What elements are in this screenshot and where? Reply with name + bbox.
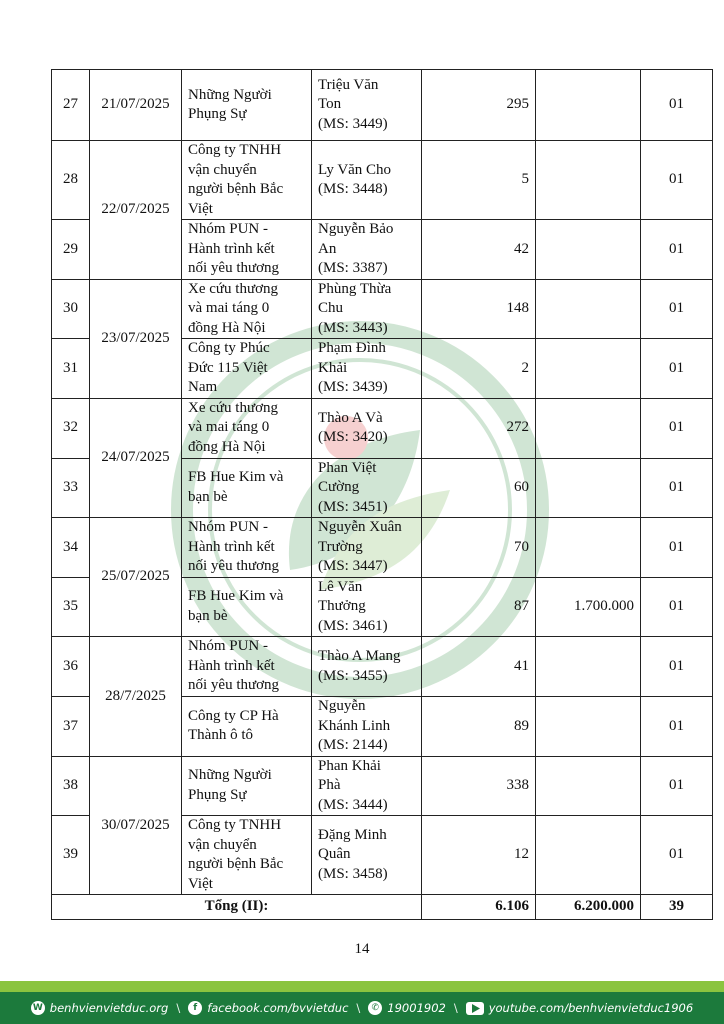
- row-patient: Đặng Minh Quân (MS: 3458): [312, 816, 422, 895]
- table-row: [52, 70, 713, 141]
- row-amount: [536, 70, 641, 141]
- row-group: FB Hue Kim và bạn bè: [182, 577, 312, 637]
- row-patient: Nguyễn Xuân Trường (MS: 3447): [312, 518, 422, 578]
- footer-separator: \: [356, 1001, 361, 1015]
- footer-stripe: [0, 981, 724, 992]
- row-patient: Phạm Đình Khải (MS: 3439): [312, 339, 422, 399]
- row-qty: 01: [641, 279, 713, 339]
- row-amount: [536, 141, 641, 220]
- footer-youtube-text: youtube.com/benhvienvietduc1906: [488, 1001, 694, 1015]
- row-group: Công ty TNHH vận chuyển người bệnh Bắc Việt: [182, 141, 312, 220]
- row-amount: [536, 816, 641, 895]
- total-row: [52, 895, 713, 920]
- row-count: 12: [422, 816, 536, 895]
- youtube-icon: [466, 1002, 484, 1015]
- row-qty: 01: [641, 756, 713, 816]
- total-label: Tổng (II):: [52, 895, 422, 920]
- row-group: Công ty CP Hà Thành ô tô: [182, 697, 312, 757]
- table-row: [52, 279, 713, 339]
- row-patient: Phùng Thừa Chu (MS: 3443): [312, 279, 422, 339]
- row-count: 5: [422, 141, 536, 220]
- row-date: 24/07/2025: [90, 398, 182, 518]
- table-body: [52, 70, 713, 895]
- row-amount: [536, 398, 641, 458]
- row-group: Nhóm PUN - Hành trình kết nối yêu thương: [182, 518, 312, 578]
- table-row: [52, 637, 713, 697]
- row-qty: 01: [641, 637, 713, 697]
- row-number: 31: [52, 339, 90, 399]
- total-count: 6.106: [422, 895, 536, 920]
- row-count: 60: [422, 458, 536, 518]
- row-number: 30: [52, 279, 90, 339]
- row-amount: [536, 458, 641, 518]
- row-qty: 01: [641, 141, 713, 220]
- donation-table: [51, 69, 713, 920]
- footer-hotline[interactable]: [368, 1001, 446, 1015]
- table-row: [52, 756, 713, 816]
- footer-bar: [0, 992, 724, 1024]
- row-count: 70: [422, 518, 536, 578]
- row-count: 41: [422, 637, 536, 697]
- footer-separator: \: [176, 1001, 181, 1015]
- row-group: Xe cứu thương và mai táng 0 đồng Hà Nội: [182, 398, 312, 458]
- footer-separator: \: [453, 1001, 458, 1015]
- row-number: 38: [52, 756, 90, 816]
- web-icon: W: [31, 1001, 45, 1015]
- row-number: 32: [52, 398, 90, 458]
- footer-youtube[interactable]: [466, 1001, 693, 1015]
- row-amount: [536, 637, 641, 697]
- row-qty: 01: [641, 398, 713, 458]
- row-group: Nhóm PUN - Hành trình kết nối yêu thương: [182, 220, 312, 280]
- row-date: 25/07/2025: [90, 518, 182, 637]
- row-count: 87: [422, 577, 536, 637]
- page-number: 14: [354, 941, 370, 957]
- total-qty: 39: [641, 895, 713, 920]
- row-qty: 01: [641, 70, 713, 141]
- row-patient: Thào A Và (MS: 3420): [312, 398, 422, 458]
- row-qty: 01: [641, 518, 713, 578]
- row-count: 89: [422, 697, 536, 757]
- row-amount: 1.700.000: [536, 577, 641, 637]
- row-number: 36: [52, 637, 90, 697]
- row-qty: 01: [641, 577, 713, 637]
- row-count: 42: [422, 220, 536, 280]
- row-number: 27: [52, 70, 90, 141]
- row-number: 37: [52, 697, 90, 757]
- row-qty: 01: [641, 339, 713, 399]
- row-amount: [536, 518, 641, 578]
- footer-hotline-text: 19001902: [387, 1001, 446, 1015]
- row-date: 28/7/2025: [90, 637, 182, 757]
- row-qty: 01: [641, 697, 713, 757]
- row-group: Công ty Phúc Đức 115 Việt Nam: [182, 339, 312, 399]
- row-group: Những Người Phụng Sự: [182, 756, 312, 816]
- row-count: 2: [422, 339, 536, 399]
- row-qty: 01: [641, 458, 713, 518]
- row-qty: 01: [641, 816, 713, 895]
- row-number: 34: [52, 518, 90, 578]
- row-amount: [536, 697, 641, 757]
- footer-facebook-text: facebook.com/bvvietduc: [207, 1001, 349, 1015]
- row-patient: Phan Khải Phà (MS: 3444): [312, 756, 422, 816]
- row-amount: [536, 339, 641, 399]
- row-count: 272: [422, 398, 536, 458]
- row-count: 338: [422, 756, 536, 816]
- table-row: [52, 141, 713, 220]
- row-count: 295: [422, 70, 536, 141]
- row-patient: Phan Việt Cường (MS: 3451): [312, 458, 422, 518]
- row-number: 29: [52, 220, 90, 280]
- total-amount: 6.200.000: [536, 895, 641, 920]
- row-patient: Ly Văn Cho (MS: 3448): [312, 141, 422, 220]
- facebook-icon: f: [188, 1001, 202, 1015]
- footer-website[interactable]: [31, 1001, 169, 1015]
- table-row: [52, 518, 713, 578]
- row-amount: [536, 756, 641, 816]
- row-date: 22/07/2025: [90, 141, 182, 280]
- row-patient: Lê Văn Thưởng (MS: 3461): [312, 577, 422, 637]
- row-patient: Thào A Mang (MS: 3455): [312, 637, 422, 697]
- row-count: 148: [422, 279, 536, 339]
- row-group: Nhóm PUN - Hành trình kết nối yêu thương: [182, 637, 312, 697]
- row-group: Xe cứu thương và mai táng 0 đồng Hà Nội: [182, 279, 312, 339]
- footer: [0, 981, 724, 1024]
- footer-facebook[interactable]: [188, 1001, 348, 1015]
- row-number: 28: [52, 141, 90, 220]
- table-row: [52, 398, 713, 458]
- row-patient: Triệu Văn Ton (MS: 3449): [312, 70, 422, 141]
- row-date: 23/07/2025: [90, 279, 182, 398]
- row-number: 33: [52, 458, 90, 518]
- row-qty: 01: [641, 220, 713, 280]
- row-patient: Nguyễn Bảo An (MS: 3387): [312, 220, 422, 280]
- row-patient: Nguyễn Khánh Linh (MS: 2144): [312, 697, 422, 757]
- row-number: 35: [52, 577, 90, 637]
- row-date: 21/07/2025: [90, 70, 182, 141]
- row-number: 39: [52, 816, 90, 895]
- row-group: FB Hue Kim và bạn bè: [182, 458, 312, 518]
- footer-website-text: benhvienvietduc.org: [49, 1001, 169, 1015]
- row-group: Những Người Phụng Sự: [182, 70, 312, 141]
- row-amount: [536, 220, 641, 280]
- row-amount: [536, 279, 641, 339]
- phone-icon: ✆: [368, 1001, 382, 1015]
- row-date: 30/07/2025: [90, 756, 182, 895]
- row-group: Công ty TNHH vận chuyển người bệnh Bắc Việt: [182, 816, 312, 895]
